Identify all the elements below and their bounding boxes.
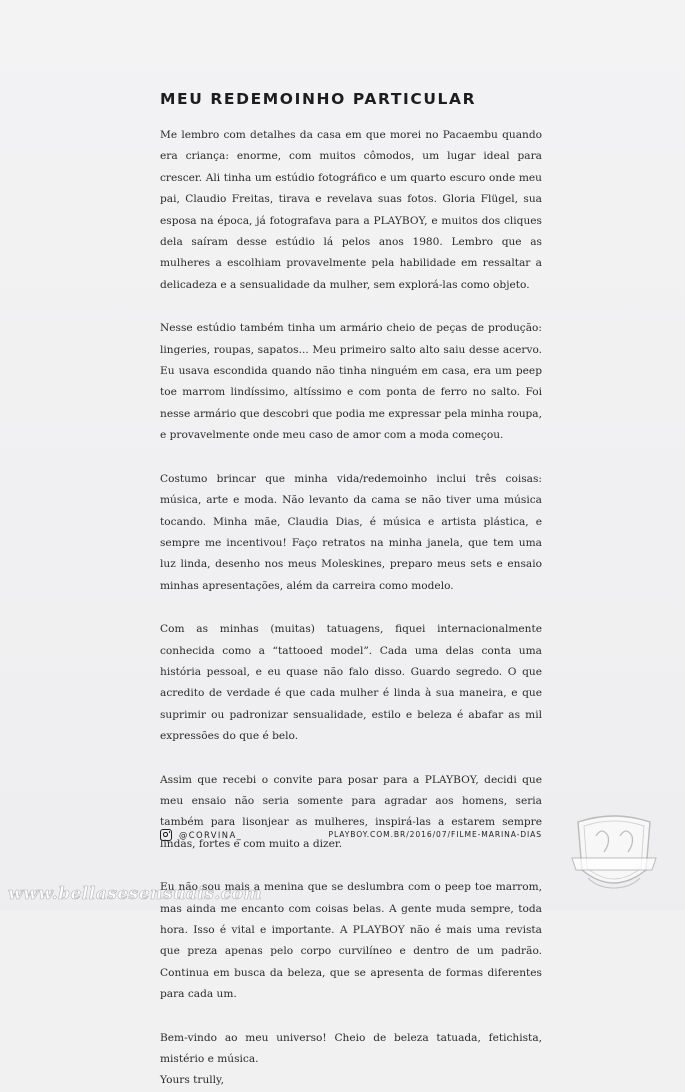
article-title: MEU REDEMOINHO PARTICULAR	[160, 90, 477, 108]
instagram-handle: @CORVINA_	[179, 830, 243, 840]
paragraph: Com as minhas (muitas) tatuagens, fiquei internacionalmente conhecida como a “tattooed model”. Cada uma delas conta uma história pessoal, e eu quase não falo disso. Guardo segredo. O que acredito de verdade é que cada mulher é linda à sua maneira, e que suprimir ou padronizar sensualidade, estilo e beleza é abafar as mil expressões do que é belo.	[160, 623, 542, 743]
watermark-logo	[558, 808, 670, 900]
watermark-site-text: www.bellasesensuais.com	[8, 884, 262, 904]
paragraph: Me lembro com detalhes da casa em que morei no Pacaembu quando era criança: enorme, com muitos cômodos, um lugar ideal para crescer. Ali tinha um estúdio fotográfico e um quarto escuro onde meu pai, Claudio Freitas, tirava e revelava suas fotos. Gloria Flügel, sua esposa na época, já fotografava para a PLAYBOY, e muitos dos cliques dela saíram desse estúdio lá pelos anos 1980. Lembro que as mulheres a escolhiam provavelmente pela habilidade em ressaltar a delicadeza e a sensualidade da mulher, sem explorá-las como objeto.	[160, 129, 542, 291]
instagram-icon	[160, 829, 172, 841]
page-footer	[160, 829, 542, 845]
instagram-credit[interactable]	[160, 829, 242, 841]
paragraph: Eu não sou mais a menina que se deslumbra com o peep toe marrom, mas ainda me encanto com coisas belas. A gente muda sempre, toda hora. Isso é vital e importante. A PLAYBOY não é mais uma revista que preza apenas pelo corpo curvilíneo e dentro de um padrão. Continua em busca da beleza, que se apresenta de formas diferentes para cada um.	[160, 881, 542, 1001]
article-body	[160, 125, 542, 1092]
footer-url[interactable]: PLAYBOY.COM.BR/2016/07/FILME-MARINA-DIAS	[328, 830, 542, 839]
paragraph: Nesse estúdio também tinha um armário cheio de peças de produção: lingeries, roupas, sapatos... Meu primeiro salto alto saiu desse acervo. Eu usava escondida quando não tinha ninguém em casa, era um peep toe marrom lindíssimo, altíssimo e com ponta de ferro no salto. Foi nesse armário que descobri que podia me expressar pela minha roupa, e provavelmente onde meu caso de amor com a moda começou.	[160, 322, 542, 442]
signoff: Yours trully,	[160, 1074, 225, 1087]
paragraph: Assim que recebi o convite para posar para a PLAYBOY, decidi que meu ensaio não seria somente para agradar aos homens, seria também para lisonjear as mulheres, inspirá-las a estarem sempre lindas, fortes e com muito a dizer.	[160, 773, 542, 850]
paragraph: Costumo brincar que minha vida/redemoinho inclui três coisas: música, arte e moda. Não levanto da cama se não tiver uma música tocando. Minha mãe, Claudia Dias, é música e artista plástica, e sempre me incentivou! Faço retratos na minha janela, que tem uma luz linda, desenho nos meus Moleskines, preparo meus sets e ensaio minhas apresentações, além da carreira como modelo.	[160, 472, 542, 592]
paragraph: Bem-vindo ao meu universo! Cheio de beleza tatuada, fetichista, mistério e música.	[160, 1031, 542, 1066]
